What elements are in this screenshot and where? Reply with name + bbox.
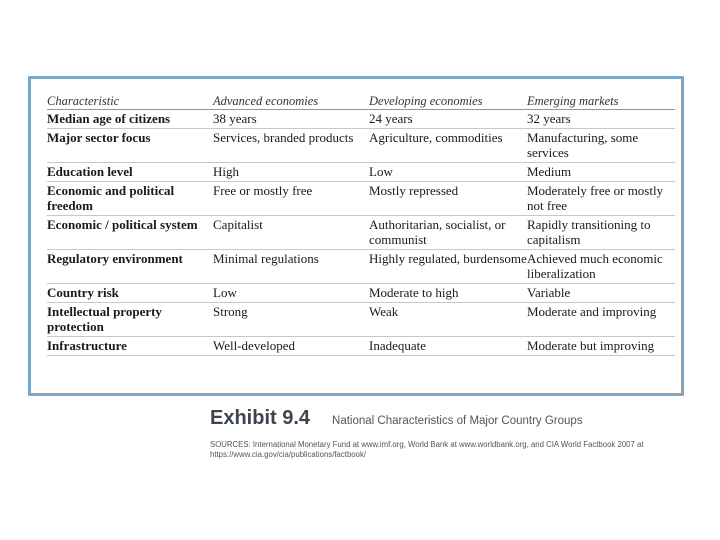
advanced-cell: 38 years: [213, 110, 369, 129]
developing-cell: Agriculture, commodities: [369, 129, 527, 163]
country-characteristics-table: [47, 93, 675, 356]
advanced-cell: Well-developed: [213, 337, 369, 356]
header-advanced-economies: Advanced economies: [213, 93, 369, 110]
row-label: Intellectual property protection: [47, 303, 213, 337]
table-row: [47, 337, 675, 356]
emerging-cell: Achieved much economic liberalization: [527, 250, 675, 284]
exhibit-title: National Characteristics of Major Country Groups: [332, 415, 583, 427]
developing-cell: Inadequate: [369, 337, 527, 356]
header-characteristic: Characteristic: [47, 93, 213, 110]
row-label: Infrastructure: [47, 337, 213, 356]
exhibit-frame: [28, 76, 684, 396]
emerging-cell: Moderate and improving: [527, 303, 675, 337]
advanced-cell: Minimal regulations: [213, 250, 369, 284]
table-header-row: [47, 93, 675, 110]
header-emerging-markets: Emerging markets: [527, 93, 675, 110]
developing-cell: Authoritarian, socialist, or communist: [369, 216, 527, 250]
emerging-cell: Variable: [527, 284, 675, 303]
row-label: Economic and political freedom: [47, 182, 213, 216]
table-row: [47, 129, 675, 163]
emerging-cell: Rapidly transitioning to capitalism: [527, 216, 675, 250]
developing-cell: Moderate to high: [369, 284, 527, 303]
advanced-cell: High: [213, 163, 369, 182]
table-row: [47, 182, 675, 216]
table-row: [47, 163, 675, 182]
row-label: Regulatory environment: [47, 250, 213, 284]
developing-cell: Low: [369, 163, 527, 182]
row-label: Major sector focus: [47, 129, 213, 163]
developing-cell: Weak: [369, 303, 527, 337]
row-label: Economic / political system: [47, 216, 213, 250]
table-row: [47, 303, 675, 337]
developing-cell: Mostly repressed: [369, 182, 527, 216]
advanced-cell: Capitalist: [213, 216, 369, 250]
row-label: Median age of citizens: [47, 110, 213, 129]
sources-note: SOURCES: International Monetary Fund at www.imf.org, World Bank at www.worldbank.org, and CIA World Factbook 2007 at https://www.cia.gov/cia/publications/factbook/: [210, 440, 644, 459]
developing-cell: 24 years: [369, 110, 527, 129]
header-developing-economies: Developing economies: [369, 93, 527, 110]
developing-cell: Highly regulated, burdensome: [369, 250, 527, 284]
row-label: Education level: [47, 163, 213, 182]
table-row: [47, 110, 675, 129]
advanced-cell: Free or mostly free: [213, 182, 369, 216]
exhibit-caption: [210, 407, 583, 430]
emerging-cell: Moderately free or mostly not free: [527, 182, 675, 216]
advanced-cell: Strong: [213, 303, 369, 337]
table-row: [47, 216, 675, 250]
emerging-cell: Moderate but improving: [527, 337, 675, 356]
emerging-cell: 32 years: [527, 110, 675, 129]
table-row: [47, 284, 675, 303]
table-row: [47, 250, 675, 284]
advanced-cell: Low: [213, 284, 369, 303]
advanced-cell: Services, branded products: [213, 129, 369, 163]
exhibit-number: Exhibit 9.4: [210, 407, 311, 429]
row-label: Country risk: [47, 284, 213, 303]
emerging-cell: Medium: [527, 163, 675, 182]
emerging-cell: Manufacturing, some services: [527, 129, 675, 163]
